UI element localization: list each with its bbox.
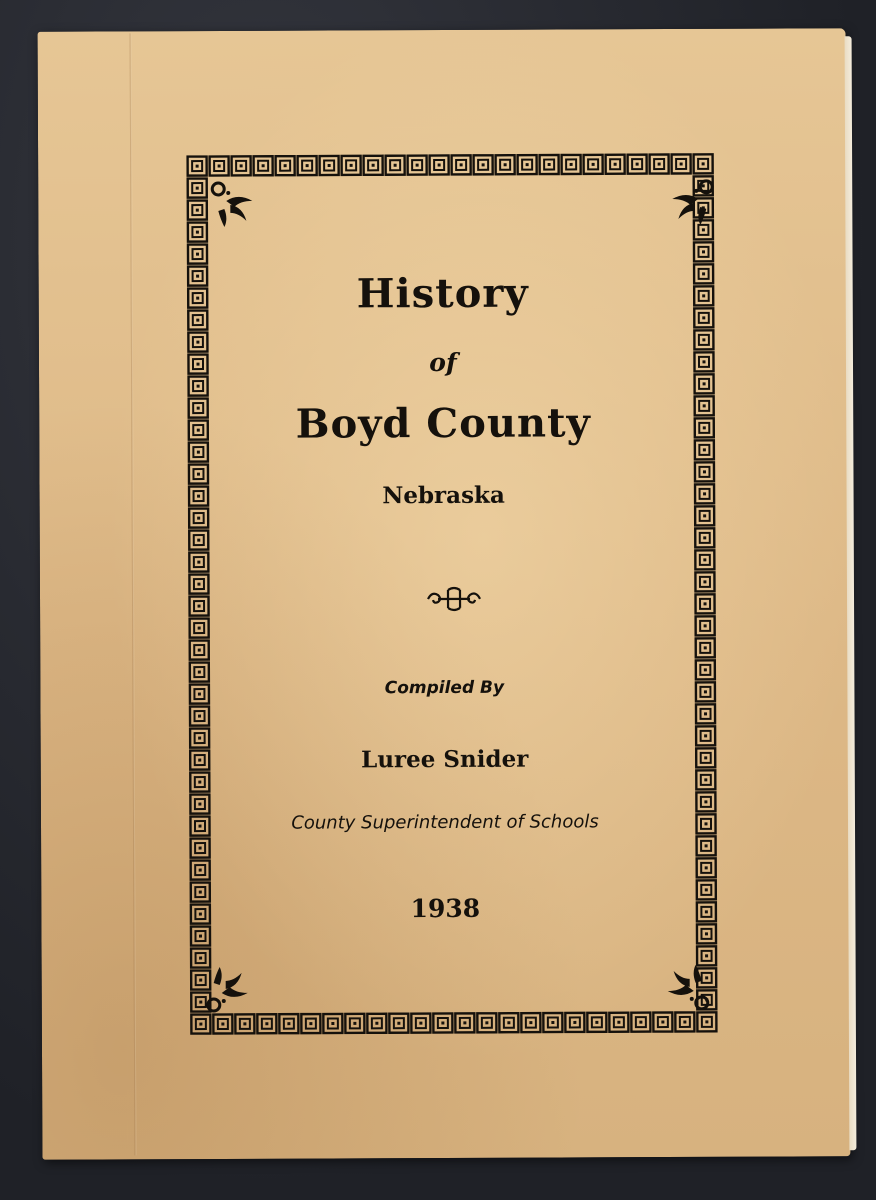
border-key-cell — [697, 1012, 716, 1031]
border-key-cell — [190, 641, 209, 660]
border-key-cell — [345, 1014, 364, 1033]
border-key-cell — [188, 245, 207, 264]
border-key-cell — [452, 155, 471, 174]
border-key-cell — [210, 156, 229, 175]
border-key-cell — [190, 707, 209, 726]
border-key-cell — [279, 1014, 298, 1033]
border-key-cell — [430, 155, 449, 174]
border-key-cell — [386, 156, 405, 175]
border-key-cell — [389, 1014, 408, 1033]
publication-year: 1938 — [410, 893, 481, 924]
border-key-cell — [697, 836, 716, 855]
border-key-cell — [650, 155, 669, 174]
border-key-cell — [323, 1014, 342, 1033]
border-key-cell — [433, 1013, 452, 1032]
border-key-cell — [695, 462, 714, 481]
border-key-cell — [320, 156, 339, 175]
compiled-by-label: Compiled By — [384, 677, 505, 699]
border-key-cell — [474, 155, 493, 174]
border-key-cell — [257, 1014, 276, 1033]
border-key-cell — [235, 1014, 254, 1033]
border-key-cell — [189, 509, 208, 528]
border-key-cell — [190, 773, 209, 792]
author-name: Luree Snider — [361, 745, 529, 774]
border-key-cell — [609, 1013, 628, 1032]
border-key-cell — [543, 1013, 562, 1032]
border-key-cell — [631, 1013, 650, 1032]
border-key-cell — [367, 1014, 386, 1033]
border-key-cell — [518, 155, 537, 174]
border-key-cell — [696, 616, 715, 635]
scroll-ornament-icon — [424, 584, 484, 614]
border-key-cell — [191, 927, 210, 946]
border-key-cell — [477, 1013, 496, 1032]
border-key-cell — [188, 157, 207, 176]
border-key-cell — [696, 638, 715, 657]
border-key-cell — [232, 156, 251, 175]
border-key-cell — [191, 839, 210, 858]
border-key-cell — [411, 1014, 430, 1033]
title-state: Nebraska — [382, 481, 505, 510]
border-key-cell — [276, 156, 295, 175]
border-key-cell — [188, 201, 207, 220]
border-key-cell — [696, 594, 715, 613]
border-key-cell — [188, 223, 207, 242]
border-key-cell — [628, 155, 647, 174]
border-key-cell — [298, 156, 317, 175]
corner-ornament-top-right-icon — [666, 177, 716, 227]
border-key-cell — [696, 704, 715, 723]
page-edge — [845, 36, 857, 1150]
title-of: of — [429, 347, 457, 378]
border-key-cell — [496, 155, 515, 174]
border-key-cell — [499, 1013, 518, 1032]
border-key-cell — [540, 155, 559, 174]
spine-crease — [130, 33, 137, 1155]
border-key-cell — [301, 1014, 320, 1033]
border-key-cell — [364, 156, 383, 175]
border-key-cell — [189, 531, 208, 550]
border-key-cell — [190, 619, 209, 638]
border-key-cell — [190, 597, 209, 616]
book-cover — [38, 28, 851, 1160]
border-key-cell — [191, 1015, 210, 1034]
border-key-cell — [672, 154, 691, 173]
corner-ornament-bottom-right-icon — [662, 963, 712, 1013]
title-history: History — [356, 269, 529, 318]
border-key-cell — [696, 726, 715, 745]
border-key-cell — [189, 575, 208, 594]
border-key-cell — [213, 1014, 232, 1033]
border-key-cell — [695, 550, 714, 569]
border-key-cell — [653, 1013, 672, 1032]
border-key-cell — [190, 795, 209, 814]
border-key-cell — [695, 374, 714, 393]
border-key-cell — [188, 179, 207, 198]
border-key-cell — [694, 154, 713, 173]
border-key-cell — [696, 770, 715, 789]
border-key-cell — [189, 553, 208, 572]
title-county: Boyd County — [295, 399, 591, 448]
corner-ornament-top-left-icon — [208, 179, 258, 229]
border-key-cell — [694, 242, 713, 261]
border-key-cell — [695, 572, 714, 591]
border-key-cell — [697, 924, 716, 943]
border-key-cell — [606, 155, 625, 174]
border-key-cell — [190, 729, 209, 748]
border-key-cell — [587, 1013, 606, 1032]
border-key-cell — [342, 156, 361, 175]
corner-ornament-bottom-left-icon — [204, 965, 254, 1015]
border-key-cell — [696, 792, 715, 811]
border-key-cell — [675, 1012, 694, 1031]
border-key-cell — [695, 528, 714, 547]
border-key-cell — [565, 1013, 584, 1032]
border-key-cell — [191, 861, 210, 880]
border-key-cell — [562, 155, 581, 174]
border-key-cell — [695, 506, 714, 525]
author-position: County Superintendent of Schools — [291, 811, 599, 834]
border-key-cell — [455, 1013, 474, 1032]
border-key-cell — [697, 858, 716, 877]
border-key-cell — [521, 1013, 540, 1032]
border-key-cell — [189, 377, 208, 396]
border-key-cell — [189, 465, 208, 484]
border-key-cell — [584, 155, 603, 174]
border-key-cell — [408, 156, 427, 175]
border-key-cell — [254, 156, 273, 175]
